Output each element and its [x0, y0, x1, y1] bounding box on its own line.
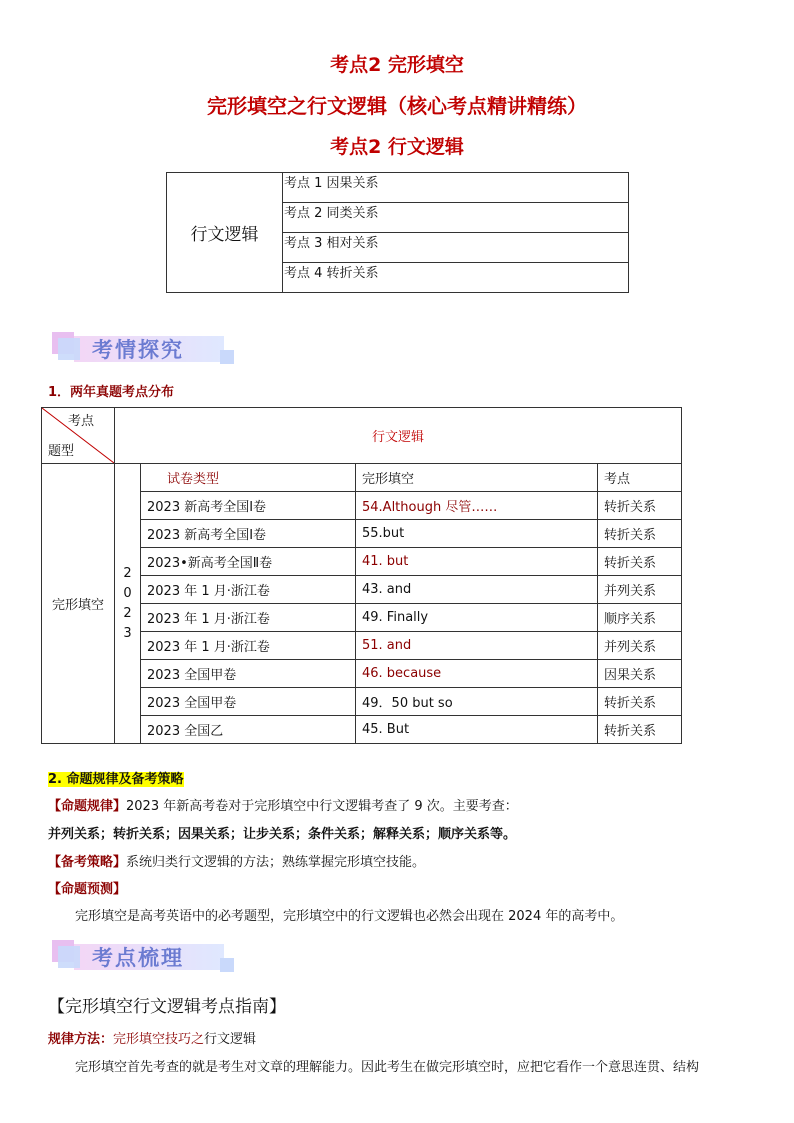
- last-paragraph: 完形填空首先考查的就是考生对文章的理解能力。因此考生在做完形填空时，应把它看作一个意思连贯、结构: [75, 1060, 700, 1075]
- year-char: 0: [123, 585, 132, 601]
- paper-cell: 2023 新高考全国Ⅰ卷: [141, 520, 356, 548]
- diag-top-label: 考点: [67, 414, 94, 429]
- rule-paragraph: [48, 795, 518, 814]
- diag-bottom-label: 题型: [48, 444, 75, 459]
- diagonal-header-cell: [42, 408, 115, 464]
- overview-item: 考点 3 相对关系: [283, 233, 629, 263]
- cloze-cell: 45. But: [356, 716, 598, 744]
- banner-label: 考情探究: [92, 338, 184, 362]
- cloze-cell: 49. Finally: [356, 604, 598, 632]
- cloze-cell: 43. and: [356, 576, 598, 604]
- year-char: 3: [123, 625, 132, 641]
- year-char: 2: [123, 605, 132, 621]
- cloze-cell: 41. but: [356, 548, 598, 576]
- overview-item: 考点 1 因果关系: [283, 173, 629, 203]
- category-cell: 完形填空: [42, 464, 115, 744]
- method-line: [48, 1028, 256, 1047]
- kp-cell: 并列关系: [598, 632, 682, 660]
- banner-square: [58, 946, 80, 968]
- paper-cell: 2023•新高考全国Ⅱ卷: [141, 548, 356, 576]
- paper-cell: 2023 全国乙: [141, 716, 356, 744]
- rule-list: 并列关系；转折关系；因果关系；让步关系；条件关系；解释关系；顺序关系等。: [48, 827, 517, 842]
- paper-cell: 2023 年 1 月·浙江卷: [141, 576, 356, 604]
- paper-cell: 2023 全国甲卷: [141, 688, 356, 716]
- kp-cell: 转折关系: [598, 716, 682, 744]
- overview-table: [166, 172, 629, 293]
- kp-cell: 并列关系: [598, 576, 682, 604]
- section-title: 考点2 行文逻辑: [330, 136, 464, 158]
- year-cell: [115, 464, 141, 744]
- banner-key-points: [52, 940, 234, 972]
- paper-cell: 2023 年 1 月·浙江卷: [141, 632, 356, 660]
- overview-item: 考点 2 同类关系: [283, 203, 629, 233]
- kp-cell: 顺序关系: [598, 604, 682, 632]
- distribution-title: 行文逻辑: [115, 408, 682, 464]
- banner-square: [220, 958, 234, 972]
- kp-cell: 转折关系: [598, 520, 682, 548]
- strategy-paragraph: [48, 851, 425, 870]
- cloze-cell: 49．50 but so: [356, 688, 598, 716]
- kp-cell: 转折关系: [598, 492, 682, 520]
- paper-cell: 2023 全国甲卷: [141, 660, 356, 688]
- banner-square: [58, 338, 80, 360]
- rule-text: 2023 年新高考卷对于完形填空中行文逻辑考查了 9 次。主要考查：: [126, 799, 518, 814]
- section2-heading: 2. 命题规律及备考策略: [48, 772, 184, 787]
- strategy-label: 【备考策略】: [48, 855, 127, 870]
- predict-label: 【命题预测】: [48, 882, 127, 897]
- banner-exam-analysis: [52, 332, 234, 364]
- guide-title: 【完形填空行文逻辑考点指南】: [48, 997, 286, 1017]
- rule-label: 【命题规律】: [48, 799, 127, 814]
- overview-item: 考点 4 转折关系: [283, 263, 629, 293]
- banner-label: 考点梳理: [92, 946, 184, 970]
- overview-left-cell: 行文逻辑: [167, 173, 283, 293]
- paper-cell: 2023 新高考全国Ⅰ卷: [141, 492, 356, 520]
- predict-text: 完形填空是高考英语中的必考题型，完形填空中的行文逻辑也必然会出现在 2024 年的高考中。: [75, 909, 624, 924]
- cloze-cell: 46. because: [356, 660, 598, 688]
- header-kp: 考点: [598, 464, 682, 492]
- method-text: 行文逻辑: [204, 1032, 257, 1047]
- cloze-cell: 51. and: [356, 632, 598, 660]
- main-title: 考点2 完形填空: [330, 54, 464, 76]
- method-label: 规律方法：: [48, 1032, 114, 1047]
- header-cloze: 完形填空: [356, 464, 598, 492]
- paper-cell: 2023 年 1 月·浙江卷: [141, 604, 356, 632]
- cloze-cell: 55.but: [356, 520, 598, 548]
- distribution-table: [41, 407, 682, 744]
- kp-cell: 转折关系: [598, 688, 682, 716]
- subtitle: 完形填空之行文逻辑（核心考点精讲精练）: [207, 94, 587, 118]
- strategy-text: 系统归类行文逻辑的方法；熟练掌握完形填空技能。: [126, 855, 426, 870]
- year-char: 2: [123, 565, 132, 581]
- method-red: 完形填空技巧之: [113, 1032, 205, 1047]
- kp-cell: 因果关系: [598, 660, 682, 688]
- section1-heading: 1．两年真题考点分布: [48, 385, 175, 400]
- kp-cell: 转折关系: [598, 548, 682, 576]
- header-paper: 试卷类型: [141, 464, 356, 492]
- banner-square: [220, 350, 234, 364]
- cloze-cell: 54.Although 尽管……: [356, 492, 598, 520]
